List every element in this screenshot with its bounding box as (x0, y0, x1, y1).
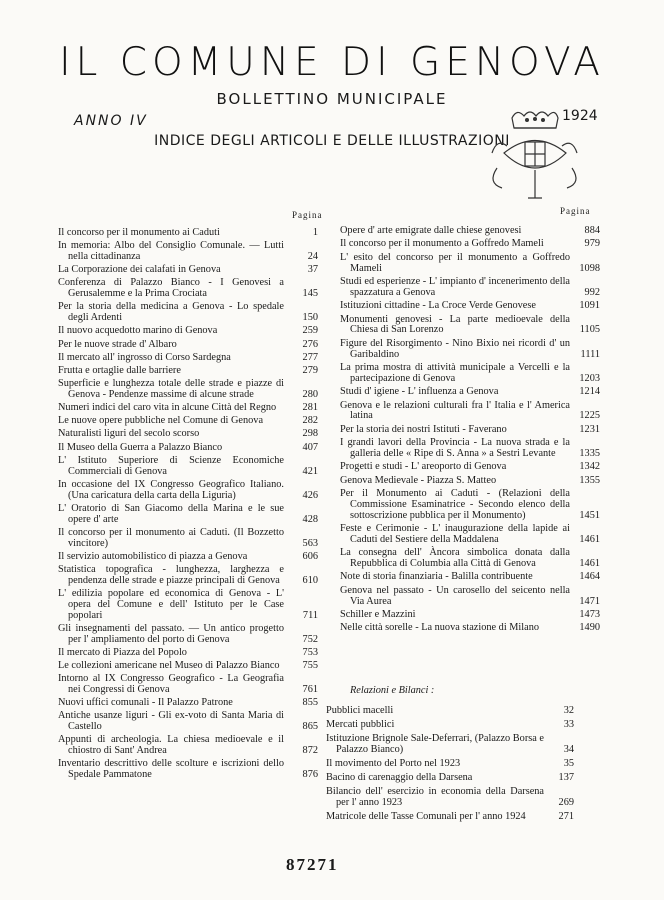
entry-page: 277 (302, 351, 318, 363)
entry-title: La prima mostra di attività municipale a Vercelli e la partecipazione di Genova (340, 361, 570, 384)
entry-page: 1461 (579, 533, 600, 545)
entry-title: Bacino di carenaggio della Darsena (326, 771, 473, 783)
entry-page: 1471 (579, 595, 600, 607)
index-entry (340, 253, 600, 275)
index-entry (58, 711, 318, 733)
index-title: INDICE DEGLI ARTICOLI E DELLE ILLUSTRAZIONI (154, 133, 510, 149)
index-entry (58, 661, 318, 672)
entry-title: Bilancio dell' esercizio in economia della Darsena per l' anno 1923 (326, 785, 544, 808)
index-entry (340, 524, 600, 546)
index-entry (58, 353, 318, 364)
index-entry (58, 480, 318, 502)
index-entry (340, 401, 600, 423)
index-entry (58, 735, 318, 757)
entry-title: Il servizio automobilistico di piazza a Genova (58, 550, 248, 562)
entry-page: 761 (302, 683, 318, 695)
entry-title: Matricole delle Tasse Comunali per l' anno 1924 (326, 810, 526, 822)
entry-title: In memoria: Albo del Consiglio Comunale. — Lutti nella cittadinanza (58, 240, 284, 262)
relazioni-column (326, 706, 574, 822)
entry-title: Il mercato all' ingrosso di Corso Sardegna (58, 351, 231, 363)
entry-title: L' Oratorio di San Giacomo della Marina e le sue opere d' arte (58, 502, 284, 525)
entry-page: 298 (302, 428, 318, 440)
index-entry (58, 265, 318, 276)
entry-title: Genova Medievale - Piazza S. Matteo (340, 474, 497, 486)
index-entry (340, 301, 600, 312)
index-entry (340, 586, 600, 608)
entry-title: Istituzioni cittadine - La Croce Verde Genovese (340, 300, 536, 312)
entry-title: L' esito del concorso per il monumento a Goffredo Mameli (340, 251, 570, 274)
page-column-header-left: Pagina (292, 210, 323, 220)
entry-title: L' edilizia popolare ed economica di Genova - L' opera del Comune e dell' Istituto per le Case popolari (58, 587, 284, 621)
entry-title: Studi ed esperienze - L' impianto d' incenerimento della spazzatura a Genova (340, 275, 570, 298)
entry-page: 34 (563, 743, 574, 755)
entry-title: Le collezioni americane nel Museo di Palazzo Bianco (58, 659, 280, 671)
index-entry (340, 462, 600, 473)
entry-page: 1105 (579, 324, 600, 336)
entry-title: Intorno al IX Congresso Geografico - La Geografia nei Congressi di Genova (58, 673, 284, 695)
index-entry (58, 379, 318, 401)
entry-page: 1098 (579, 262, 600, 274)
index-entry (326, 720, 574, 731)
entry-title: Superficie e lunghezza totale delle strade e piazze di Genova - Pendenze massime di alcune strade (58, 378, 284, 400)
index-entry (58, 589, 318, 621)
entry-title: Mercati pubblici (326, 718, 395, 730)
entry-title: Figure del Risorgimento - Nino Bixio nei ricordi d' un Garibaldino (340, 337, 570, 360)
index-entry (58, 565, 318, 587)
index-entry (58, 504, 318, 526)
volume-label: ANNO IV (74, 113, 148, 129)
index-entry (58, 429, 318, 440)
entry-title: Antiche usanze liguri - Gli ex-voto di Santa Maria di Castello (58, 710, 284, 733)
index-entry (58, 759, 318, 781)
index-entry (58, 416, 318, 427)
entry-title: Naturalisti liguri del secolo scorso (58, 428, 200, 440)
entry-page: 1461 (579, 558, 600, 570)
index-entry (340, 339, 600, 361)
index-entry (340, 239, 600, 250)
entry-page: 1473 (579, 608, 600, 620)
entry-page: 407 (302, 441, 318, 453)
index-entry (58, 674, 318, 696)
index-entry (58, 443, 318, 454)
index-entry (340, 363, 600, 385)
entry-page: 753 (302, 646, 318, 658)
entry-page: 1335 (579, 447, 600, 459)
entry-page: 426 (302, 489, 318, 501)
entry-title: Il nuovo acquedotto marino di Genova (58, 325, 218, 337)
entry-title: Progetti e studi - L' areoporto di Genova (340, 461, 507, 473)
entry-page: 259 (302, 325, 318, 337)
entry-page: 1214 (579, 386, 600, 398)
entry-title: Frutta e ortaglie dalle barriere (58, 364, 181, 376)
entry-page: 1091 (579, 300, 600, 312)
entry-page: 563 (302, 537, 318, 549)
entry-title: Feste e Cerimonie - L' inaugurazione della lapide ai Caduti del Sestiere della Maddalena (340, 523, 570, 545)
entry-title: Il Museo della Guerra a Palazzo Bianco (58, 441, 223, 453)
index-entry (340, 572, 600, 583)
entry-title: Genova e le relazioni culturali fra l' Italia e l' America latina (340, 399, 570, 422)
index-entry (58, 228, 318, 239)
index-entry (340, 425, 600, 436)
entry-title: Le nuove opere pubbliche nel Comune di Genova (58, 415, 264, 427)
entry-title: Conferenza di Palazzo Bianco - I Genovesi a Gerusalemme e la Prima Crociata (58, 277, 284, 300)
entry-title: Statistica topografica - lunghezza, larghezza e pendenza delle strade e piazze principali di Genova (58, 563, 284, 586)
entry-page: 1225 (579, 410, 600, 422)
index-entry (340, 226, 600, 237)
index-entry (340, 623, 600, 634)
entry-title: L' Istituto Superiore di Scienze Economiche Commerciali di Genova (58, 454, 284, 477)
entry-page: 282 (302, 415, 318, 427)
entry-title: Il movimento del Porto nel 1923 (326, 757, 461, 769)
index-entry (58, 624, 318, 646)
entry-page: 1490 (579, 622, 600, 634)
entry-page: 24 (307, 250, 318, 262)
entry-page: 281 (302, 402, 318, 414)
entry-page: 37 (307, 264, 318, 276)
entry-title: Per il Monumento ai Caduti - (Relazioni della Commissione Esaminatrice - Secondo elenco della sottoscrizione pubblica per il Monumento) (340, 488, 570, 521)
index-entry (340, 315, 600, 337)
genoa-crest-icon (482, 108, 587, 208)
left-index-column (58, 228, 318, 781)
index-entry (326, 734, 574, 756)
entry-page: 876 (302, 769, 318, 780)
entry-page: 979 (584, 238, 600, 250)
entry-page: 271 (558, 810, 574, 822)
entry-page: 1111 (580, 348, 600, 360)
relazioni-heading: Relazioni e Bilanci : (350, 685, 435, 696)
index-entry (326, 787, 574, 809)
entry-page: 992 (584, 286, 600, 298)
entry-title: Monumenti genovesi - La parte medioevale della Chiesa di San Lorenzo (340, 313, 570, 336)
index-entry (340, 387, 600, 398)
entry-title: Inventario descrittivo delle scolture e iscrizioni dello Spedale Pammatone (58, 758, 284, 780)
entry-title: La consegna dell' Àncora simbolica donata dalla Repubblica di Columbia alla Città di Genova (340, 547, 570, 570)
entry-page: 865 (302, 721, 318, 733)
year-label: 1924 (562, 108, 598, 124)
index-entry (326, 706, 574, 717)
index-entry (58, 403, 318, 414)
entry-title: Per la storia della medicina a Genova - Lo spedale degli Ardenti (58, 301, 284, 324)
index-entry (58, 241, 318, 263)
inventory-number: 87271 (286, 855, 339, 874)
right-index-column (340, 226, 600, 634)
entry-page: 610 (302, 574, 318, 586)
entry-title: Numeri indici del caro vita in alcune Città del Regno (58, 402, 277, 414)
entry-page: 1 (312, 227, 318, 238)
index-entry (58, 326, 318, 337)
index-entry (340, 548, 600, 570)
entry-page: 1231 (579, 423, 600, 435)
journal-title: IL COMUNE DI GENOVA (59, 40, 605, 85)
entry-title: Note di storia finanziaria - Balilla contribuente (340, 571, 533, 583)
index-entry (326, 773, 574, 784)
entry-page: 606 (302, 550, 318, 562)
entry-title: Il mercato di Piazza del Popolo (58, 646, 187, 658)
index-entry (340, 476, 600, 487)
entry-page: 137 (558, 771, 574, 783)
entry-title: La Corporazione dei calafati in Genova (58, 264, 221, 276)
entry-page: 1355 (579, 474, 600, 486)
entry-page: 269 (558, 796, 574, 808)
journal-subtitle: BOLLETTINO MUNICIPALE (216, 90, 448, 108)
entry-title: Per la storia dei nostri Istituti - Faverano (340, 423, 507, 435)
entry-page: 421 (302, 465, 318, 477)
entry-page: 752 (302, 633, 318, 645)
index-entry (58, 698, 318, 709)
entry-title: Nuovi uffici comunali - Il Palazzo Patrone (58, 697, 233, 709)
entry-page: 428 (302, 513, 318, 525)
entry-page: 1203 (579, 372, 600, 384)
entry-page: 1464 (579, 571, 600, 583)
entry-title: Studi d' igiene - L' influenza a Genova (340, 386, 499, 398)
entry-page: 32 (563, 705, 574, 716)
entry-title: Opere d' arte emigrate dalle chiese genovesi (340, 225, 522, 236)
index-entry (340, 489, 600, 521)
entry-page: 1342 (579, 461, 600, 473)
entry-title: Il concorso per il monumento a Goffredo Mameli (340, 238, 544, 250)
index-entry (58, 302, 318, 324)
entry-title: Istituzione Brignole Sale-Deferrari, (Palazzo Borsa e Palazzo Bianco) (326, 732, 544, 755)
entry-title: Pubblici macelli (326, 705, 394, 716)
entry-title: Il concorso per il monumento ai Caduti. (Il Bozzetto vincitore) (58, 526, 284, 549)
index-entry (58, 528, 318, 550)
entry-title: In occasione del IX Congresso Geografico Italiano. (Una caricatura della carta della Liguria) (58, 478, 284, 501)
index-entry (58, 366, 318, 377)
entry-page: 855 (302, 697, 318, 709)
entry-page: 145 (302, 288, 318, 300)
entry-title: I grandi lavori della Provincia - La nuova strada e la galleria delle « Ripe di S. Anna » a Sestri Levante (340, 437, 570, 459)
entry-page: 884 (584, 225, 600, 236)
entry-page: 755 (302, 659, 318, 671)
entry-page: 711 (302, 609, 318, 621)
index-entry (58, 456, 318, 478)
entry-page: 279 (302, 364, 318, 376)
entry-page: 280 (302, 388, 318, 400)
entry-title: Schiller e Mazzini (340, 608, 416, 620)
entry-title: Il concorso per il monumento ai Caduti (58, 227, 220, 238)
entry-page: 150 (302, 312, 318, 324)
index-entry (58, 552, 318, 563)
entry-page: 35 (563, 757, 574, 769)
entry-title: Per le nuove strade d' Albaro (58, 338, 177, 350)
index-entry (58, 340, 318, 351)
entry-page: 33 (563, 718, 574, 730)
entry-page: 276 (302, 338, 318, 350)
index-entry (326, 812, 574, 823)
entry-title: Genova nel passato - Un carosello del seicento nella Via Aurea (340, 584, 570, 607)
index-entry (340, 277, 600, 299)
index-entry (326, 759, 574, 770)
entry-title: Appunti di archeologia. La chiesa medioevale e il chiostro di Sant' Andrea (58, 734, 284, 757)
entry-page: 872 (302, 745, 318, 757)
entry-title: Nelle città sorelle - La nuova stazione di Milano (340, 622, 540, 634)
index-entry (58, 278, 318, 300)
index-entry (340, 610, 600, 621)
entry-title: Gli insegnamenti del passato. — Un antico progetto per l' ampliamento del porto di Genova (58, 622, 284, 645)
index-entry (340, 438, 600, 460)
index-entry (58, 648, 318, 659)
page-column-header-right: Pagina (560, 206, 591, 216)
entry-page: 1451 (579, 509, 600, 521)
